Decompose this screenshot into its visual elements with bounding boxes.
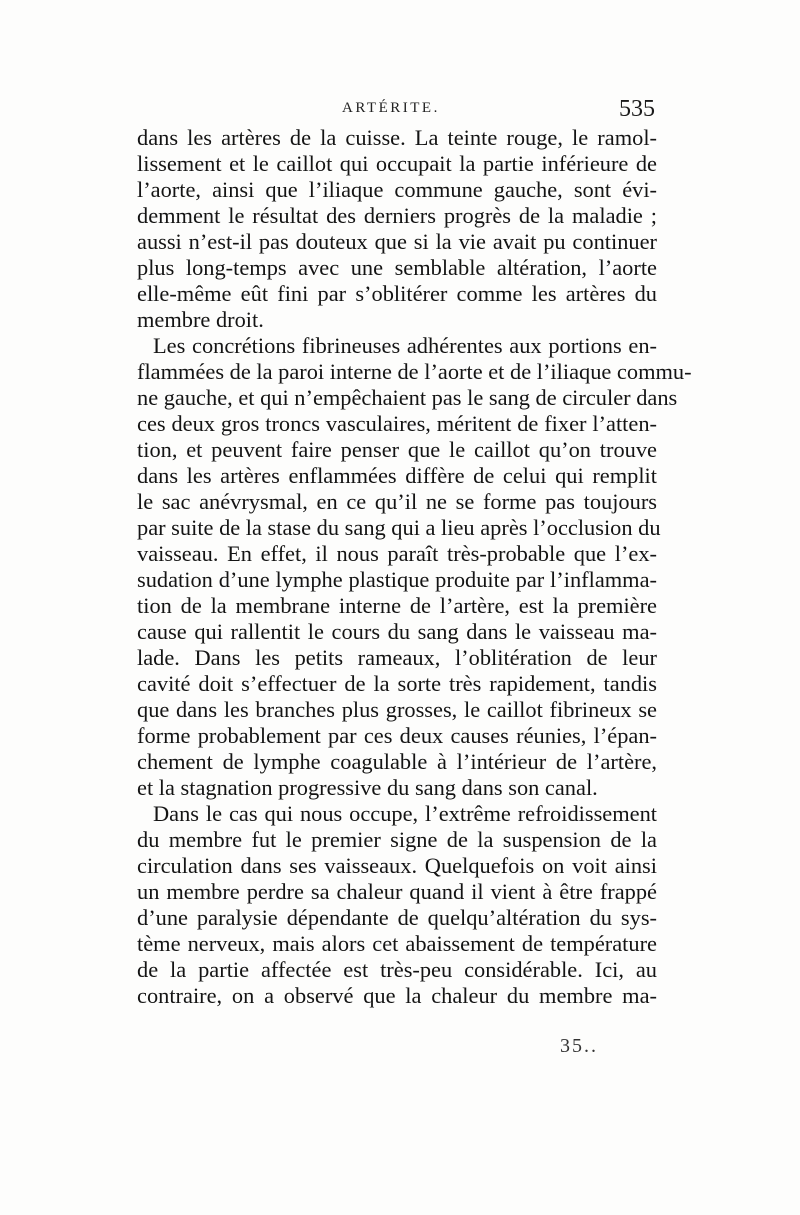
text-line: ces deux gros troncs vasculaires, méritent de fixer l’atten- <box>137 411 657 436</box>
text-line: tion, et peuvent faire penser que le caillot qu’on trouve <box>137 437 657 462</box>
signature-mark: 35.. <box>560 1035 598 1057</box>
text-line: tion de la membrane interne de l’artère, est la première <box>137 593 657 618</box>
text-line: aussi n’est-il pas douteux que si la vie avait pu continuer <box>137 229 657 254</box>
page-number: 535 <box>619 96 655 122</box>
text-line: vaisseau. En effet, il nous paraît très-probable que l’ex- <box>137 541 657 566</box>
text-line: cause qui rallentit le cours du sang dans le vaisseau ma- <box>137 619 657 644</box>
paragraph-start-line: Dans le cas qui nous occupe, l’extrême refroidissement <box>153 801 657 826</box>
text-line: plus long-temps avec une semblable altération, l’aorte <box>137 255 657 280</box>
text-line: l’aorte, ainsi que l’iliaque commune gauche, sont évi- <box>137 177 657 202</box>
running-head: ARTÉRITE. <box>342 100 440 116</box>
text-line: du membre fut le premier signe de la suspension de la <box>137 827 657 852</box>
text-line: circulation dans ses vaisseaux. Quelquefois on voit ainsi <box>137 853 657 878</box>
text-line: forme probablement par ces deux causes réunies, l’épan- <box>137 723 657 748</box>
text-line: que dans les branches plus grosses, le caillot fibrineux se <box>137 697 657 722</box>
text-line: contraire, on a observé que la chaleur du membre ma- <box>137 983 657 1008</box>
text-line: dans les artères de la cuisse. La teinte rouge, le ramol- <box>137 125 657 150</box>
text-line: de la partie affectée est très-peu considérable. Ici, au <box>137 957 657 982</box>
text-line: et la stagnation progressive du sang dans son canal. <box>137 775 598 800</box>
text-line: membre droit. <box>137 307 264 332</box>
text-line: sudation d’une lymphe plastique produite par l’inflamma- <box>137 567 657 592</box>
text-line: par suite de la stase du sang qui a lieu après l’occlusion du <box>137 515 661 540</box>
text-line: lade. Dans les petits rameaux, l’oblitération de leur <box>137 645 657 670</box>
text-line: chement de lymphe coagulable à l’intérieur de l’artère, <box>137 749 657 774</box>
text-line: d’une paralysie dépendante de quelqu’altération du sys- <box>137 905 657 930</box>
text-line: elle-même eût fini par s’oblitérer comme les artères du <box>137 281 657 306</box>
text-line: un membre perdre sa chaleur quand il vient à être frappé <box>137 879 657 904</box>
text-line: flammées de la paroi interne de l’aorte et de l’iliaque commu- <box>137 359 692 384</box>
paragraph-start-line: Les concrétions fibrineuses adhérentes aux portions en- <box>153 333 657 358</box>
page-header <box>140 96 655 126</box>
body-text <box>137 125 692 1009</box>
text-line: lissement et le caillot qui occupait la partie inférieure de <box>137 151 657 176</box>
text-line: tème nerveux, mais alors cet abaissement de température <box>137 931 657 956</box>
text-line: le sac anévrysmal, en ce qu’il ne se forme pas toujours <box>137 489 657 514</box>
text-line: demment le résultat des derniers progrès de la maladie ; <box>137 203 657 228</box>
text-line: ne gauche, et qui n’empêchaient pas le sang de circuler dans <box>137 385 678 410</box>
text-line: cavité doit s’effectuer de la sorte très rapidement, tandis <box>137 671 657 696</box>
text-line: dans les artères enflammées diffère de celui qui remplit <box>137 463 657 488</box>
